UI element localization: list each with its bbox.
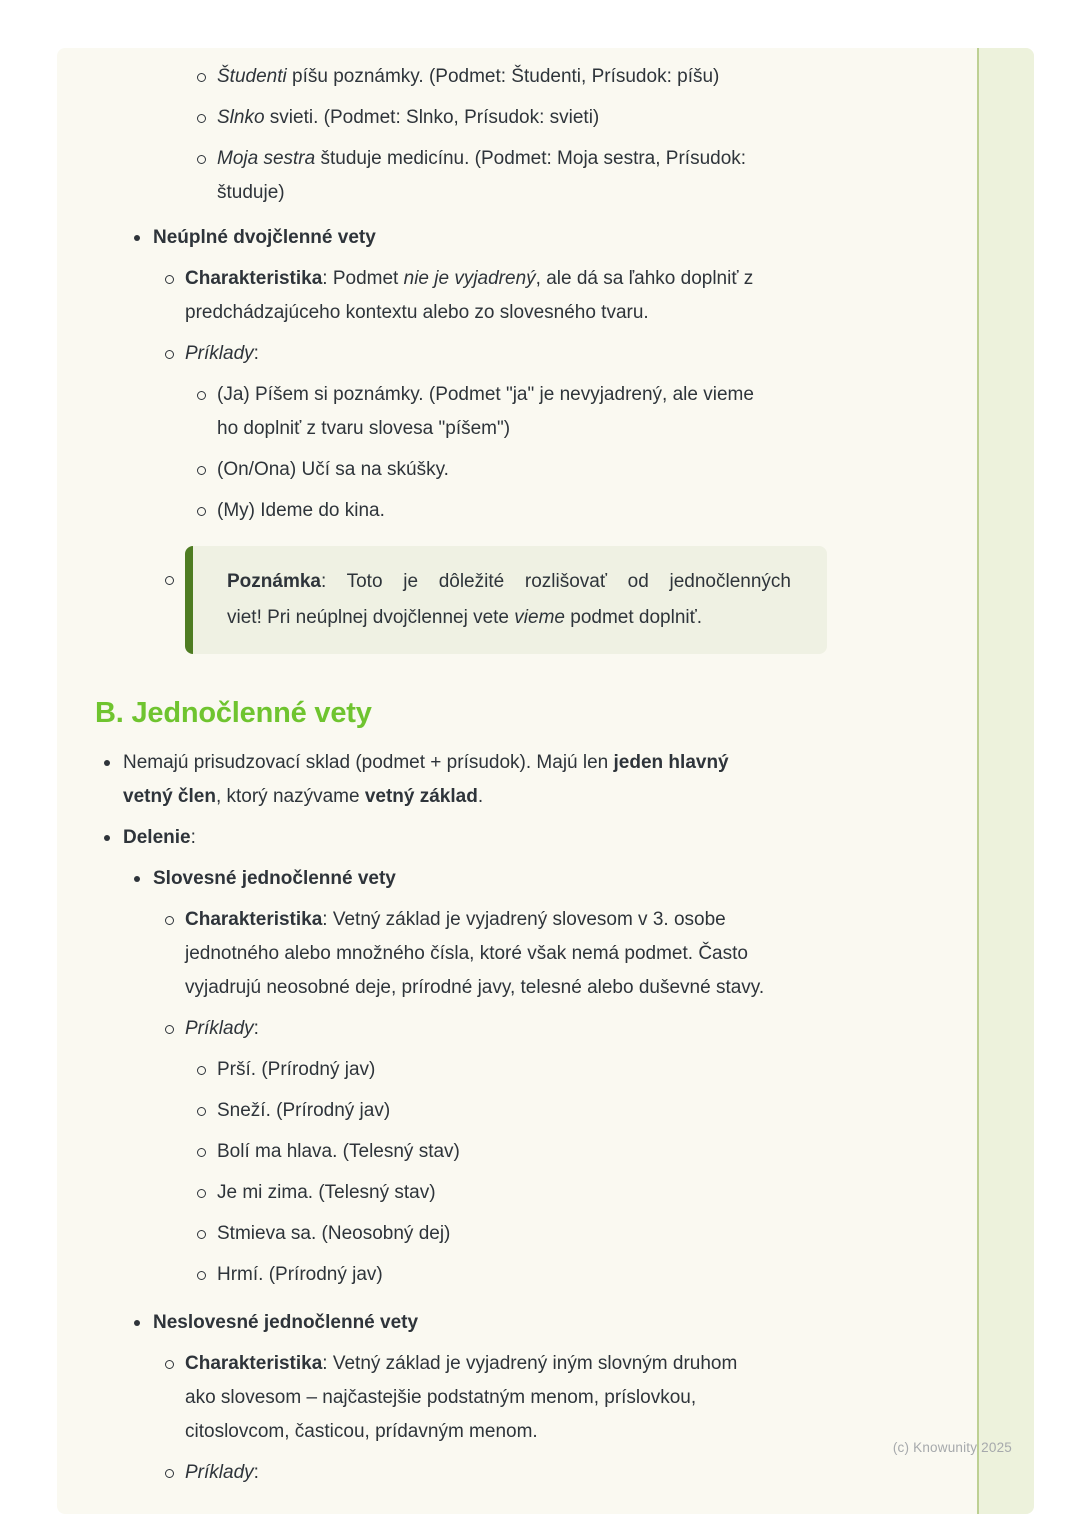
list-item-text: Príklady: [185, 1462, 259, 1483]
note-text: Poznámka: Toto je dôležité rozlišovať od jednočlenných viet! Pri neúplnej dvojčlennej vete vieme podmet doplniť. [227, 571, 791, 628]
list-item-text: Študenti píšu poznámky. (Podmet: Študenti, Prísudok: píšu) [217, 66, 720, 87]
bullet-circle-icon [185, 1176, 217, 1198]
bullet-circle-icon [153, 1456, 185, 1478]
list-item [57, 1053, 964, 1087]
list-item-text: Nemajú prisudzovací sklad (podmet + prísudok). Majú len jeden hlavný vetný člen, ktorý nazývame vetný základ. [123, 752, 729, 807]
list-item-text: Stmieva sa. (Neosobný dej) [217, 1223, 451, 1244]
bullet-circle-icon [153, 903, 185, 925]
bullet-circle-icon [185, 453, 217, 475]
bullet-disc-icon [121, 1306, 153, 1326]
list-item-text: Moja sestra študuje medicínu. (Podmet: Moja sestra, Prísudok: študuje) [217, 148, 747, 203]
bullet-disc-icon [121, 862, 153, 882]
list-item [57, 821, 964, 855]
list-item-text: Prší. (Prírodný jav) [217, 1059, 376, 1080]
list-item [57, 378, 964, 446]
bullet-circle-icon [185, 142, 217, 164]
bullet-disc-icon [91, 821, 123, 841]
list-item [57, 1094, 964, 1128]
list-item [57, 746, 964, 814]
section-heading: B. Jednočlenné vety [95, 697, 372, 729]
list-item [57, 1306, 964, 1340]
list-item [57, 1012, 964, 1046]
list-item [57, 101, 964, 135]
list-item [57, 142, 964, 210]
list-item-text: Charakteristika: Vetný základ je vyjadrený iným slovným druhom ako slovesom – najčastejšie podstatným menom, príslovkou, citoslovcom, časticou, prídavným menom. [185, 1353, 738, 1442]
list-item [57, 1258, 964, 1292]
list-item-text: Charakteristika: Vetný základ je vyjadrený slovesom v 3. osobe jednotného alebo množného čísla, ktoré však nemá podmet. Často vyjadrujú neosobné deje, prírodné javy, telesné alebo duševné stavy. [185, 909, 765, 998]
note-callout [185, 546, 827, 654]
list-item-text: Sneží. (Prírodný jav) [217, 1100, 391, 1121]
bullet-circle-icon [185, 60, 217, 82]
list-item-text: Neslovesné jednočlenné vety [153, 1312, 419, 1333]
list-item [57, 337, 964, 371]
bullet-disc-icon [91, 746, 123, 766]
list-item-text: (Ja) Píšem si poznámky. (Podmet "ja" je nevyjadrený, ale vieme ho doplniť z tvaru slovesa "píšem") [217, 384, 754, 439]
list-item [57, 1135, 964, 1169]
list-item-text: Príklady: [185, 1018, 259, 1039]
list-item-text: Charakteristika: Podmet nie je vyjadrený, ale dá sa ľahko doplniť z predchádzajúceho kontextu alebo zo slovesného tvaru. [185, 268, 754, 323]
bullet-disc-icon [121, 221, 153, 241]
list-item-text: Slnko svieti. (Podmet: Slnko, Prísudok: svieti) [217, 107, 600, 128]
list-item [57, 1217, 964, 1251]
list-item [57, 862, 964, 896]
list-item-text: Bolí ma hlava. (Telesný stav) [217, 1141, 460, 1162]
list-item-text: (On/Ona) Učí sa na skúšky. [217, 459, 449, 480]
document-card [57, 48, 1034, 1514]
bullet-circle-icon [185, 494, 217, 516]
bullet-circle-icon [153, 1012, 185, 1034]
list-item-text: Delenie: [123, 827, 196, 848]
bullet-circle-icon [185, 1094, 217, 1116]
list-item [57, 1176, 964, 1210]
bullet-circle-icon [185, 1258, 217, 1280]
bullet-circle-icon [153, 337, 185, 359]
bullet-circle-icon [185, 101, 217, 123]
bullet-circle-icon [153, 262, 185, 284]
list-item-text: Príklady: [185, 343, 259, 364]
list-item-text: Neúplné dvojčlenné vety [153, 227, 376, 248]
list-item-text: Slovesné jednočlenné vety [153, 868, 396, 889]
list-item [57, 453, 964, 487]
list-item-text: Je mi zima. (Telesný stav) [217, 1182, 436, 1203]
bullet-circle-icon [185, 1217, 217, 1239]
bullet-circle-icon [153, 1347, 185, 1369]
list-item [57, 903, 964, 1005]
bullet-circle-icon [185, 1135, 217, 1157]
bullet-circle-icon [153, 546, 185, 585]
list-item [57, 1347, 964, 1449]
document-content [57, 48, 1034, 1514]
note-row [57, 546, 964, 654]
list-item [57, 221, 964, 255]
list-item [57, 1456, 964, 1490]
list-item-text: (My) Ideme do kina. [217, 500, 385, 521]
list-item [57, 494, 964, 528]
bullet-circle-icon [185, 1053, 217, 1075]
list-item [57, 262, 964, 330]
list-item [57, 60, 964, 94]
bullet-circle-icon [185, 378, 217, 400]
watermark: (c) Knowunity 2025 [892, 1440, 1012, 1455]
list-item-text: Hrmí. (Prírodný jav) [217, 1264, 383, 1285]
